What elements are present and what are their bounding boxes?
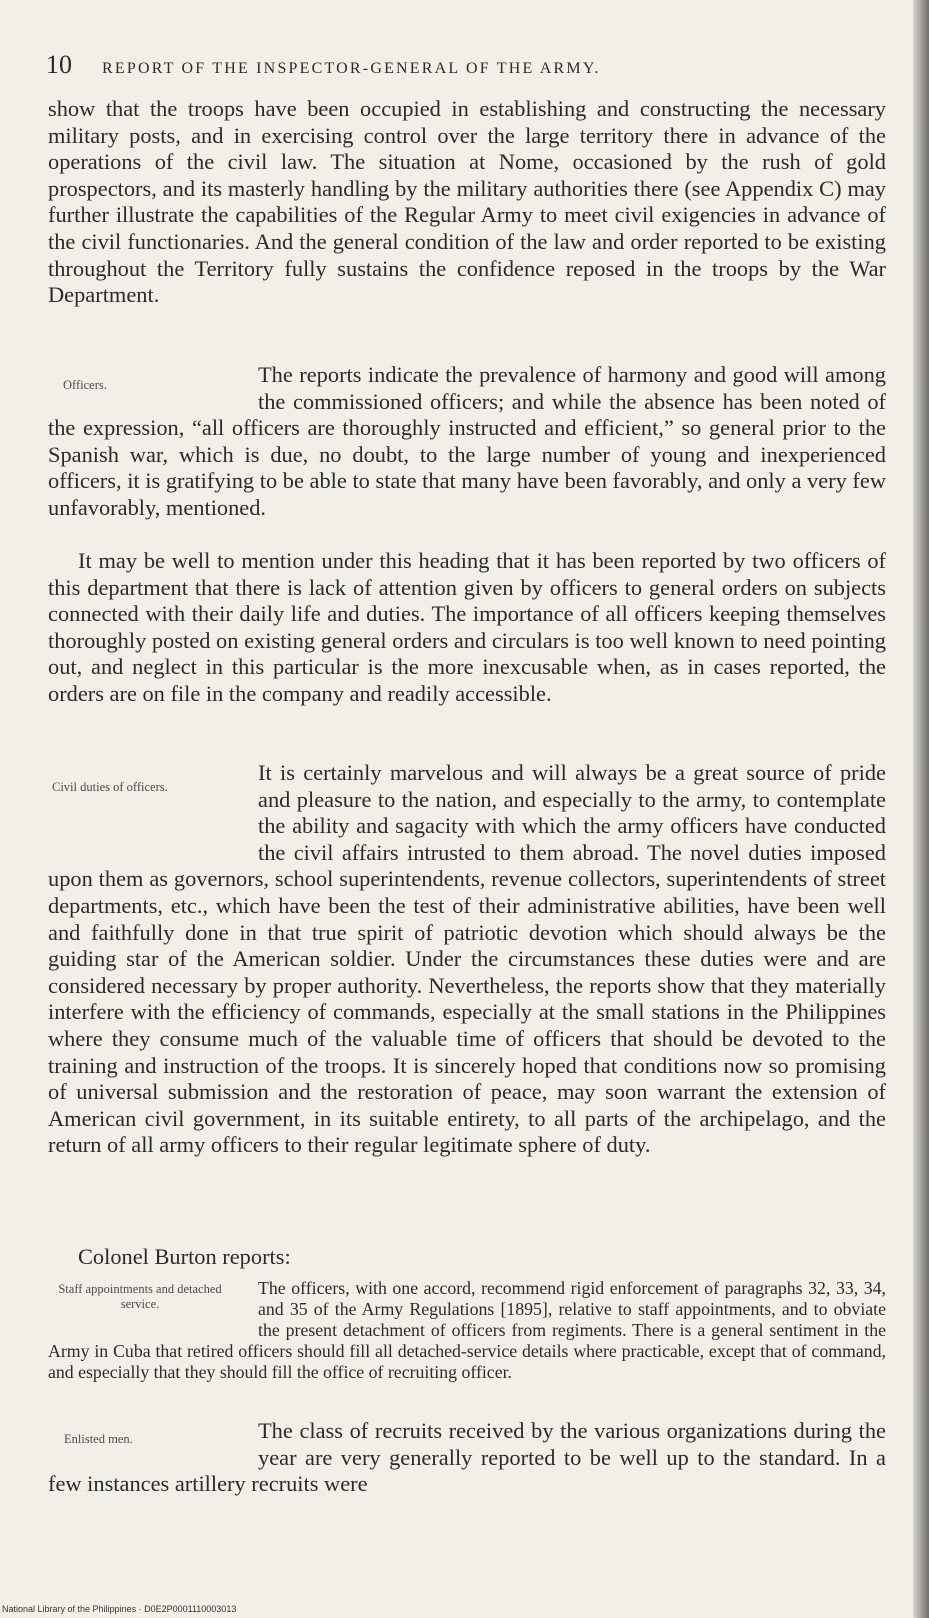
page-edge-shadow — [913, 0, 929, 1618]
margin-note-officers: Officers. — [63, 378, 107, 392]
paragraph-officers — [48, 362, 886, 522]
paragraph-enlisted-men — [48, 1418, 886, 1498]
paragraph-civil-duties-text: It is certainly marvelous and will always be a great source of pride and pleasure to the nation, and especially to the army, to contemplate the ability and sagacity with which the army officers have conducted the civil affairs intrusted to them abroad. The novel duties imposed upon them as governors, school superintendents, revenue collectors, superintendents of street departments, etc., which have been the test of their administrative abilities, have been well and faithfully done in that true spirit of patriotic devotion which should always be the guiding star of the American soldier. Under the circumstances these duties were and are considered necessary by proper authority. Nevertheless, the reports show that they materially interfere with the efficiency of commands, especially at the small stations in the Philippines where they consume much of the valuable time of officers that should be devoted to the training and instruction of the troops. It is sincerely hoped that conditions now so promising of universal submission and the restoration of peace, may soon warrant the extension of American civil government, in its suitable entirety, to all parts of the archipelago, and the return of all army officers to their regular legitimate sphere of duty. — [48, 760, 886, 1158]
quote-burton — [48, 1278, 886, 1383]
paragraph-enlisted-men-text: The class of recruits received by the various organizations during the year are very generally reported to be well up to the standard. In a few instances artillery recruits were — [48, 1418, 886, 1497]
paragraph-general-orders: It may be well to mention under this heading that it has been reported by two officers of this department that there is lack of attention given by officers to general orders on subjects connected with their daily life and duties. The importance of all officers keeping themselves thoroughly posted on existing general orders and circulars is too well known to need pointing out, and neglect in this particular is the more inexcusable when, as in cases reported, the orders are on file in the company and readily accessible. — [48, 548, 886, 706]
running-head-title: REPORT OF THE INSPECTOR-GENERAL OF THE ARMY. — [102, 60, 601, 77]
archive-footer: National Library of the Philippines · D0E2P0001110003013 — [2, 1604, 237, 1614]
margin-note-civil-duties: Civil duties of officers. — [52, 780, 168, 794]
paragraph-officers-text: The reports indicate the prevalence of harmony and good will among the commissioned officers; and while the absence has been noted of the expression, “all officers are thoroughly instructed and efficient,” so general prior to the Spanish war, which is due, no doubt, to the large number of young and inexperienced officers, it is gratifying to be able to state that many have been favorably, and only a very few unfavorably, mentioned. — [48, 362, 886, 520]
paragraph-alaska-troops: show that the troops have been occupied in establishing and constructing the necessary military posts, and in exercising control over the large territory there in advance of the operations of the civil law. The situation at Nome, occasioned by the rush of gold prospectors, and its masterly handling by the military authorities there (see Appendix C) may further illustrate the capabilities of the Regular Army to meet civil exigencies in advance of the civil functionaries. And the general condition of the law and order reported to be existing throughout the Territory fully sustains the confidence reposed in the troops by the War Department. — [48, 96, 886, 308]
quote-burton-text: The officers, with one accord, recommend rigid enforcement of paragraphs 32, 33, 34, and 35 of the Army Regulations [1895], relative to staff appointments, and to obviate the present detachment of officers from regiments. There is a general sentiment in the Army in Cuba that retired officers should fill all detached-service details where practicable, except that of command, and especially that they should fill the office of recruiting officer. — [48, 1278, 886, 1382]
paragraph-burton-reports: Colonel Burton reports: — [78, 1244, 291, 1269]
paragraph-civil-duties — [48, 760, 886, 1159]
page-number: 10 — [46, 50, 72, 79]
running-header — [46, 50, 866, 84]
margin-note-enlisted-men: Enlisted men. — [64, 1432, 133, 1446]
margin-note-staff-appointments: Staff appointments and detached service. — [58, 1282, 222, 1311]
